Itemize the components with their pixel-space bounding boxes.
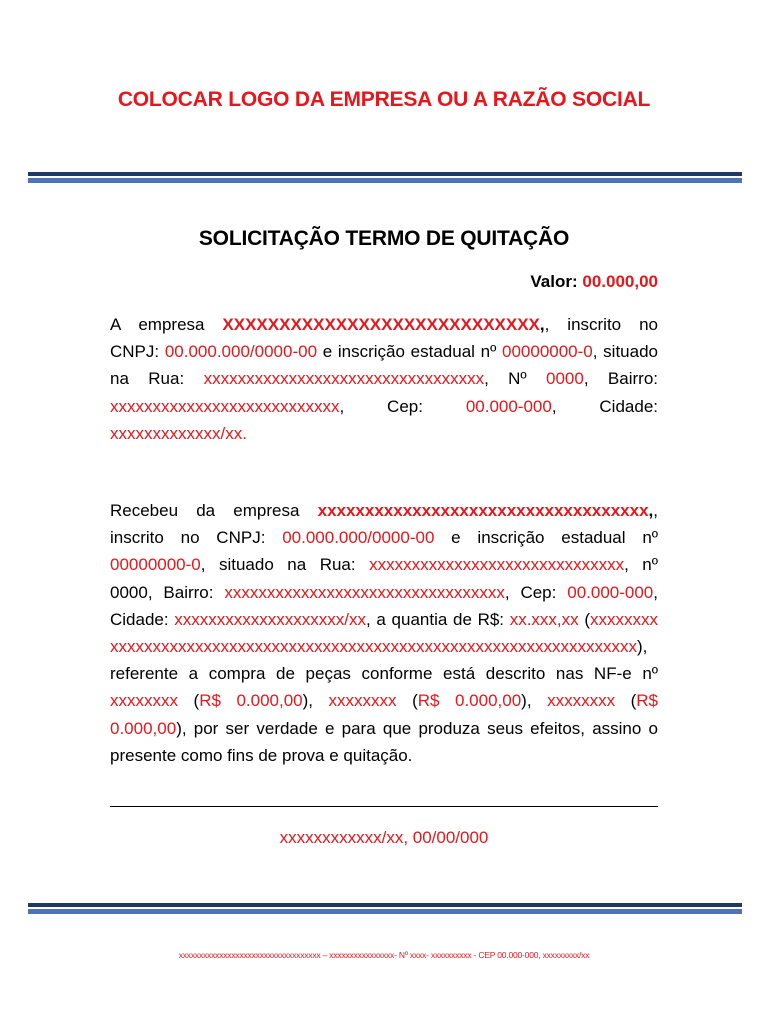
p1-text-8: , Cidade: (551, 396, 658, 416)
p1-numero: 0000 (546, 369, 584, 389)
p2-cep: 00.000-000 (567, 582, 654, 602)
p2-rua: xxxxxxxxxxxxxxxxxxxxxxxxxxxxxx (369, 555, 625, 575)
p1-cidade: xxxxxxxxxxxxx/xx. (110, 423, 247, 443)
footer-address: xxxxxxxxxxxxxxxxxxxxxxxxxxxxxxxxxxx – xxxxxxxxxxxxxxxx- Nº xxxx- xxxxxxxxxx - CEP 00.000-000, xxxxxxxxx/xx (178, 950, 590, 960)
paragraph-recebimento (110, 497, 658, 769)
p1-text-4: , situado na Rua: (110, 342, 659, 389)
p2-text-14: ), (521, 691, 548, 711)
valor-value: 00.000,00 (582, 272, 658, 291)
p1-text-1: A empresa (110, 315, 223, 334)
paragraph-declarante (110, 311, 658, 447)
p2-quantia: xx.xxx,xx (509, 609, 579, 629)
document-title: SOLICITAÇÃO TERMO DE QUITAÇÃO (198, 227, 570, 250)
p1-text-3: e inscrição estadual nº (317, 342, 502, 362)
footer-divider (28, 903, 742, 914)
p2-text-12: ), (302, 691, 329, 711)
p2-nf-valor-3: R$ 0.000,00 (110, 691, 659, 738)
p1-cnpj: 00.000.000/0000-00 (164, 342, 318, 362)
valor-label: Valor: (530, 272, 578, 291)
valor-line (530, 272, 658, 292)
p2-text-10: ), referente a compra de peças conforme está descrito nas NF-e nº (110, 637, 658, 684)
p1-cep: 00.000-000 (465, 396, 552, 416)
p1-bairro: xxxxxxxxxxxxxxxxxxxxxxxxxxx (110, 396, 340, 416)
p2-text-16: ), por ser verdade e para que produza seus efeitos, assino o presente como fins de prova e quitação. (110, 718, 658, 765)
p1-text-6: , Bairro: (583, 369, 659, 389)
p2-empresa-comma: , (648, 501, 654, 520)
p2-bairro: xxxxxxxxxxxxxxxxxxxxxxxxxxxxxxxxx (224, 582, 505, 602)
p2-text-8: , a quantia de R$: (366, 609, 510, 629)
p2-text-1: Recebeu da empresa (110, 501, 318, 520)
p1-ie: 00000000-0 (502, 342, 593, 362)
p2-text-11: ( (178, 691, 200, 711)
place-date: xxxxxxxxxxxx/xx, 00/00/000 (279, 828, 489, 847)
p2-text-7: , Cidade: (110, 582, 658, 629)
p2-text-6: , Cep: (504, 582, 568, 602)
p1-text-2: , inscrito no CNPJ: (110, 315, 658, 362)
p2-text-2: , inscrito no CNPJ: (110, 501, 658, 548)
p2-text-15: ( (615, 691, 637, 711)
p2-nf-valor-2: R$ 0.000,00 (417, 691, 522, 711)
p1-empresa: XXXXXXXXXXXXXXXXXXXXXXXXXXXX (222, 315, 540, 334)
p2-cnpj: 00.000.000/0000-00 (282, 528, 435, 548)
logo-placeholder: COLOCAR LOGO DA EMPRESA OU A RAZÃO SOCIAL (117, 88, 651, 111)
p2-nf-3: xxxxxxxx (547, 691, 616, 711)
p2-cidade: xxxxxxxxxxxxxxxxxxxx/xx (174, 609, 367, 629)
p2-text-5: , nº 0000, Bairro: (110, 555, 658, 602)
p2-nf-2: xxxxxxxx (328, 691, 397, 711)
p2-text-9: ( (578, 609, 590, 629)
p1-rua: xxxxxxxxxxxxxxxxxxxxxxxxxxxxxxxxx (203, 369, 485, 389)
p2-valor-extenso: xxxxxxxxxxxxxxxxxxxxxxxxxxxxxxxxxxxxxxxxxxxxxxxxxxxxxxxxxxxxxxxxxxxxxx (110, 609, 658, 657)
header-divider (28, 172, 742, 183)
p1-text-5: , Nº (484, 369, 547, 389)
p2-text-3: e inscrição estadual nº (434, 528, 658, 548)
p2-ie: 00000000-0 (110, 555, 201, 575)
p2-text-4: , situado na Rua: (200, 555, 370, 575)
p1-empresa-comma: , (539, 315, 545, 334)
p2-nf-1: xxxxxxxx (110, 691, 178, 711)
signature-line (110, 806, 658, 807)
p1-text-7: , Cep: (339, 396, 466, 416)
p2-nf-valor-1: R$ 0.000,00 (199, 691, 303, 711)
p2-text-13: ( (396, 691, 418, 711)
p2-empresa: xxxxxxxxxxxxxxxxxxxxxxxxxxxxxxxxxxx (317, 501, 649, 520)
